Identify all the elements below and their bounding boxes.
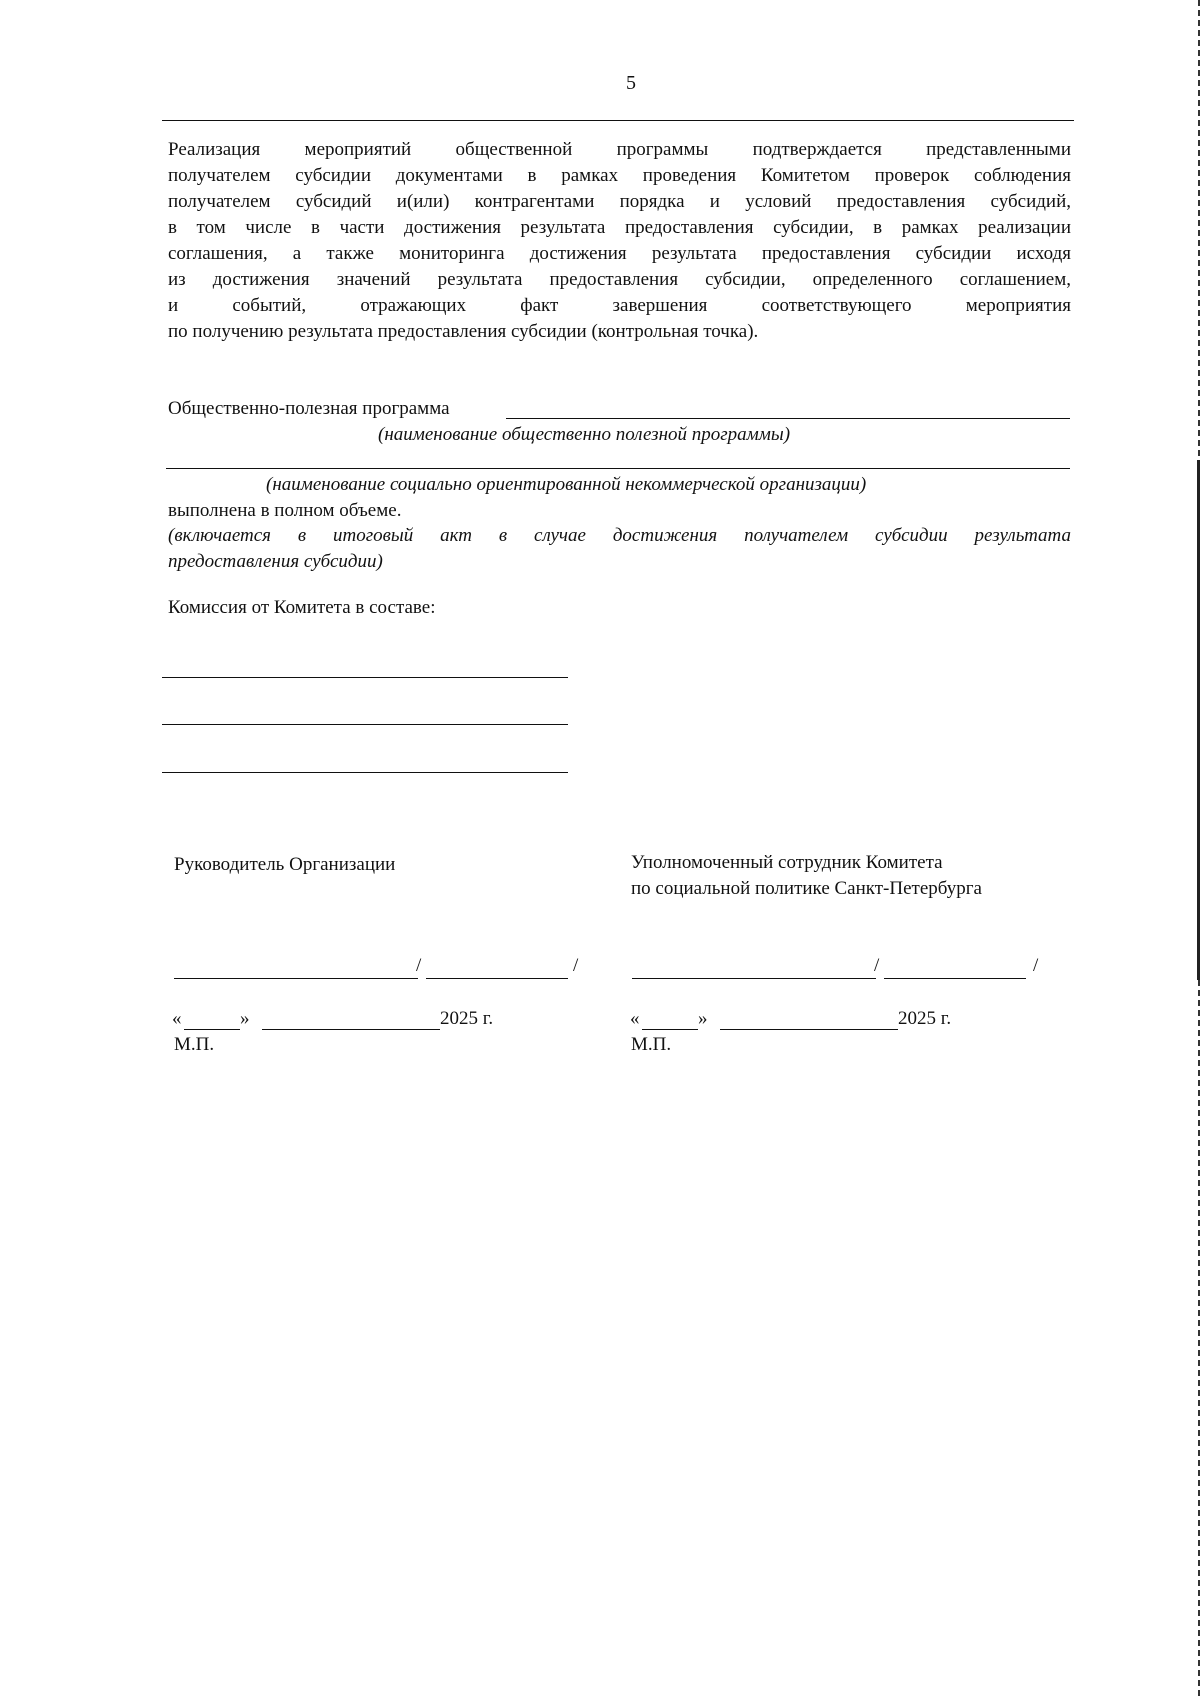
note [168, 523, 1071, 575]
left-day-field[interactable] [184, 1029, 240, 1030]
right-name-field[interactable] [884, 978, 1026, 979]
paragraph-line: в том числе в части достижения результата предоставления субсидии, в рамках реализации [168, 217, 1071, 238]
paragraph-line: получателем субсидии документами в рамках проведения Комитетом проверок соблюдения [168, 165, 1071, 186]
note-line: предоставления субсидии) [168, 551, 383, 572]
header-rule [162, 120, 1074, 121]
left-month-field[interactable] [262, 1029, 440, 1030]
program-name-field[interactable] [506, 418, 1070, 419]
left-date-close: » [240, 1008, 250, 1029]
left-name-slash: / [573, 955, 579, 976]
right-month-field[interactable] [720, 1029, 898, 1030]
right-signature-field[interactable] [632, 978, 876, 979]
right-name-slash: / [1033, 955, 1039, 976]
program-label: Общественно-полезная программа [168, 398, 450, 419]
commission-member-line[interactable] [162, 724, 568, 725]
left-date-open: « [172, 1008, 182, 1029]
paragraph-line: из достижения значений результата предоставления субсидии, определенного соглашением, [168, 269, 1071, 290]
paragraph-line: и событий, отражающих факт завершения соответствующего мероприятия [168, 295, 1071, 316]
org-name-field[interactable] [166, 468, 1070, 469]
org-caption: (наименование социально ориентированной некоммерческой организации) [266, 474, 867, 495]
page-number: 5 [626, 72, 636, 94]
right-stamp: М.П. [631, 1034, 672, 1055]
completed-text: выполнена в полном объеме. [168, 500, 402, 521]
commission-member-line[interactable] [162, 677, 568, 678]
left-name-field[interactable] [426, 978, 568, 979]
right-signatory-title-line1: Уполномоченный сотрудник Комитета [631, 852, 943, 873]
paragraph-line: получателем субсидий и(или) контрагентами порядка и условий предоставления субсидий, [168, 191, 1071, 212]
commission-member-line[interactable] [162, 772, 568, 773]
program-caption: (наименование общественно полезной программы) [378, 424, 791, 445]
left-year: 2025 г. [440, 1008, 494, 1029]
commission-label: Комиссия от Комитета в составе: [168, 597, 436, 618]
paragraph-line: по получению результата предоставления субсидии (контрольная точка). [168, 321, 759, 342]
right-signature-slash: / [874, 955, 880, 976]
right-signatory-title-line2: по социальной политике Санкт-Петербурга [631, 878, 982, 899]
right-date-close: » [698, 1008, 708, 1029]
right-year: 2025 г. [898, 1008, 952, 1029]
left-signatory-title: Руководитель Организации [174, 854, 396, 875]
paragraph-line: соглашения, а также мониторинга достижения результата предоставления субсидии исходя [168, 243, 1071, 264]
right-date-open: « [630, 1008, 640, 1029]
paragraph-line: Реализация мероприятий общественной программы подтверждается представленными [168, 139, 1071, 160]
right-day-field[interactable] [642, 1029, 698, 1030]
left-stamp: М.П. [174, 1034, 215, 1055]
left-signature-field[interactable] [174, 978, 418, 979]
note-line: (включается в итоговый акт в случае достижения получателем субсидии результата [168, 525, 1071, 546]
main-paragraph [168, 137, 1071, 345]
left-signature-slash: / [416, 955, 422, 976]
